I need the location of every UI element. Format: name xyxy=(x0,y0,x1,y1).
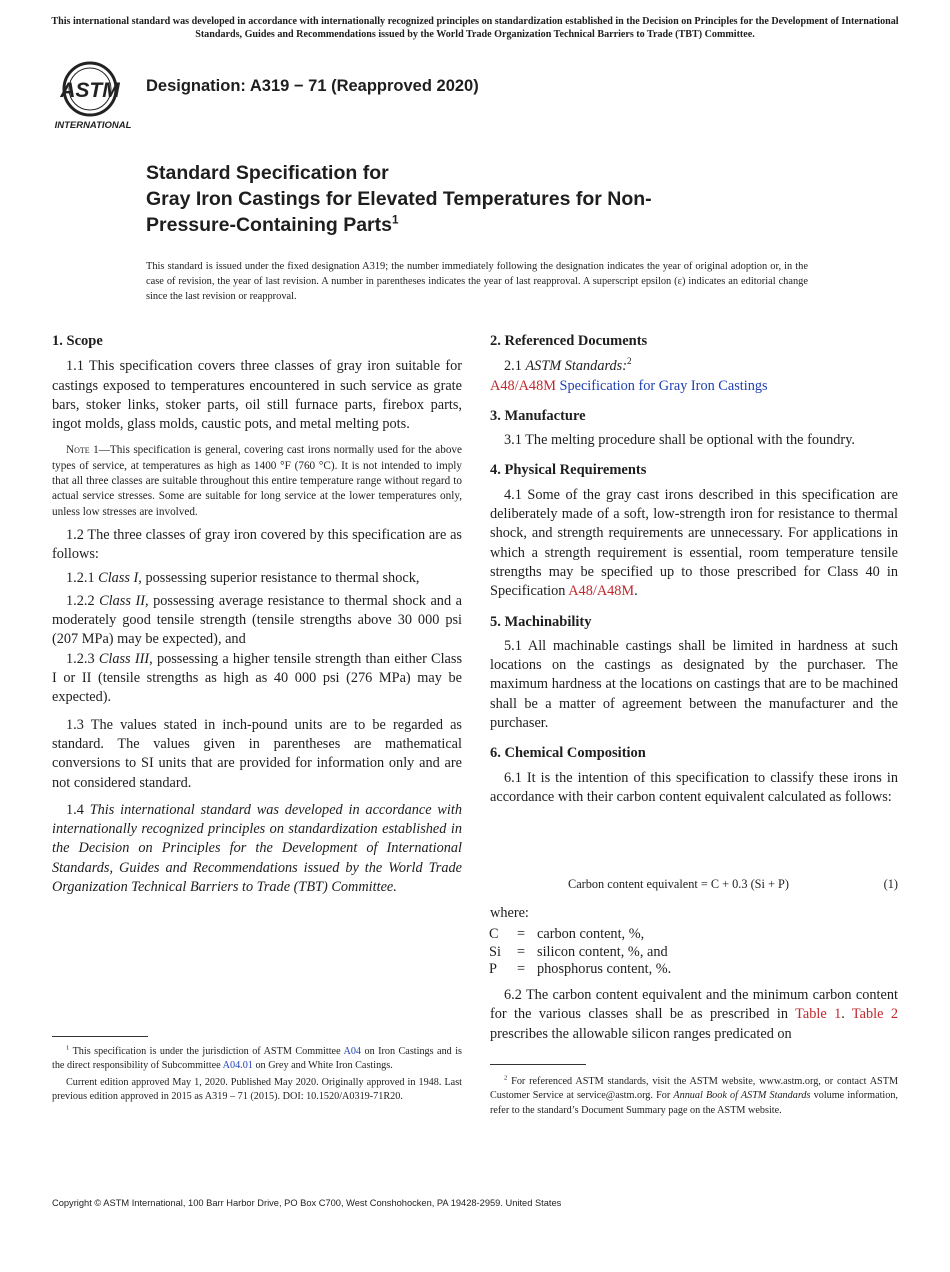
definition-row: P = phosphorus content, %. xyxy=(489,961,672,977)
page-title xyxy=(146,160,846,238)
referenced-standard-a48 xyxy=(490,377,898,396)
footnote-1: $^1$ This specification is under the jurisdiction of ASTM Committee A04 on Iron Castings and is the direct responsibility of Subcommittee A04.01 on Grey and White Iron Castings. Current edition approved May 1, 2020. Published May 2020. Originally approved in 1948. Last previous edition approved in 2015 as A319 – 71 (2015). DOI: 10.1520/A0319-71R20. xyxy=(52,1045,462,1104)
astm-logo xyxy=(52,58,134,132)
note-1-label: Note 1 xyxy=(66,444,99,457)
committee-link[interactable]: A04 xyxy=(343,1046,362,1057)
table-2-link[interactable]: Table 2 xyxy=(851,1006,898,1023)
top-notice: This international standard was developed in accordance with internationally recognized principles on standardization established in the Decision on Principles for the Development of International Standards, Guides and Recommendations issued by the World Trade Organization Technical Barriers to Trade (TBT) Committee. xyxy=(51,16,899,40)
class-ii-label: Class II, xyxy=(99,592,149,609)
copyright: Copyright © ASTM International, 100 Barr Harbor Drive, PO Box C700, West Conshohocken, PA 19428-2959. United States xyxy=(52,1198,562,1208)
right-column xyxy=(490,332,898,807)
section-scope-heading: 1. Scope xyxy=(52,333,103,349)
title-footnote-mark: 1 xyxy=(391,213,399,227)
para-4-1: 4.1 Some of the gray cast irons described in this specification are deliberately made of a soft, low-strength iron for resistance to thermal shock, and strength requirements are unnecessary. For applications in which a strength requirement is essential, room temperature tensile strengths may be specified up to those prescribed for Class 40 in Specification A48/A48M. xyxy=(490,486,898,600)
title-line-2: Gray Iron Castings for Elevated Temperatures for Non- xyxy=(146,188,652,210)
class-iii-label: Class III, xyxy=(98,650,153,667)
equation-number: (1) xyxy=(883,877,898,891)
para-1-2-2: 1.2.2 Class II, possessing average resistance to thermal shock and a moderately good tensile strength (tensile strengths above 30 000 psi (207 MPa) may be expected), and xyxy=(52,592,462,648)
para-1-4: 1.4 This international standard was developed in accordance with internationally recognized principles on standardization established in the Decision on Principles for the Development of International Standards, Guides and Recommendations issued by the World Trade Organization Technical Barriers to Trade (TBT) Committee. xyxy=(52,801,463,896)
note-1 xyxy=(52,443,462,519)
section-machinability-heading: 5. Machinability xyxy=(490,613,592,630)
footnote-1-edition: Current edition approved May 1, 2020. Published May 2020. Originally approved in 1948. Last previous edition approved in 2015 as A319 – 71 (2015). DOI: 10.1520/A0319-71R20. xyxy=(52,1076,462,1102)
para-1-1: 1.1 This specification covers three classes of gray iron suitable for castings exposed to temperatures encountered in such service as grate bars, stoker links, stoker parts, oil still furnace parts, firebox parts, ingot molds, glass molds, caustic pots, and metal melting pots. xyxy=(52,358,462,433)
para-2-1: 2.1 ASTM Standards:$^2$ xyxy=(504,357,632,375)
footnote-rule-left xyxy=(52,1036,148,1037)
section-referenced-heading: 2. Referenced Documents xyxy=(490,333,648,349)
section-physical-heading: 4. Physical Requirements xyxy=(490,462,647,479)
left-column xyxy=(52,332,462,897)
para-3-1: 3.1 The melting procedure shall be optional with the foundry. xyxy=(504,432,855,449)
logo-text: ASTM xyxy=(60,79,120,102)
title-line-3: Pressure-Containing Parts xyxy=(146,214,392,236)
section-manufacture-heading: 3. Manufacture xyxy=(490,407,586,424)
para-1-2: 1.2 The three classes of gray iron covered by this specification are as follows: xyxy=(52,526,462,563)
para-1-2-3: 1.2.3 Class III, possessing a higher tensile strength than either Class I or II (tensile strengths as high as 40 000 psi (276 MPa) may be expected). xyxy=(52,650,463,706)
a48-inline-link[interactable]: A48/A48M xyxy=(568,583,635,600)
a48-title-link[interactable]: Specification for Gray Iron Castings xyxy=(559,377,768,394)
para-1-2-1: 1.2.1 Class I, possessing superior resistance to thermal shock, xyxy=(66,569,420,586)
issuance-note: This standard is issued under the fixed designation A319; the number immediately following the designation indicates the year of original adoption or, in the case of revision, the year of last revision. A number in parentheses indicates the year of last reapproval. A superscript epsilon (ε) indicates an editorial change since the last revision or reapproval. xyxy=(146,261,808,302)
table-1-link[interactable]: Table 1 xyxy=(795,1006,842,1023)
para-5-1: 5.1 All machinable castings shall be limited in hardness at such locations on the castings as designated by the purchaser. The maximum hardness at the locations on castings that are to be machined shall be a matter of agreement between the manufacturer and the purchaser. xyxy=(490,637,898,732)
note-1-text: —This specification is general, covering cast irons normally used for the above types of service, at temperatures as high as 1400 °F (760 °C). It is not intended to imply that all three classes are suitable throughout this entire temperature range without regard to actual service stresses. Some are suitable for long service at the lower temperatures only, unless low stresses are involved. xyxy=(52,444,462,518)
title-line-1: Standard Specification for xyxy=(146,162,389,184)
class-i-label: Class I, xyxy=(98,569,142,586)
variable-definitions xyxy=(489,926,671,979)
where-label: where: xyxy=(490,905,529,921)
definition-row: C = carbon content, %, xyxy=(489,926,645,942)
footnote-2: $^2$ For referenced ASTM standards, visit the ASTM website, www.astm.org, or contact ASTM Customer Service at service@astm.org. For Annual Book of ASTM Standards volume information, refer to the standard’s Document Summary page on the ASTM website. xyxy=(490,1074,898,1116)
logo-subtext: INTERNATIONAL xyxy=(54,120,132,131)
designation: Designation: A319 − 71 (Reapproved 2020) xyxy=(146,77,479,95)
footnote-rule-right xyxy=(490,1064,586,1065)
para-6-2: 6.2 The carbon content equivalent and the minimum carbon content for the various classes shall be as prescribed in Table 1. Table 2 prescribes the allowable silicon ranges predicated on xyxy=(490,987,898,1042)
section-chemical-heading: 6. Chemical Composition xyxy=(490,745,646,762)
equation-text: Carbon content equivalent = C + 0.3 (Si + P) xyxy=(568,877,789,891)
para-6-1: 6.1 It is the intention of this specification to classify these irons in accordance with their carbon content equivalent calculated as follows: xyxy=(490,769,898,805)
subcommittee-link[interactable]: A04.01 xyxy=(222,1060,253,1072)
definition-row: Si = silicon content, %, and xyxy=(489,943,668,960)
para-1-3: 1.3 The values stated in inch-pound units are to be regarded as standard. The values given in parentheses are mathematical conversions to SI units that are provided for information only and are not considered standard. xyxy=(52,716,462,791)
a48-code-link[interactable]: A48/A48M xyxy=(490,377,556,394)
